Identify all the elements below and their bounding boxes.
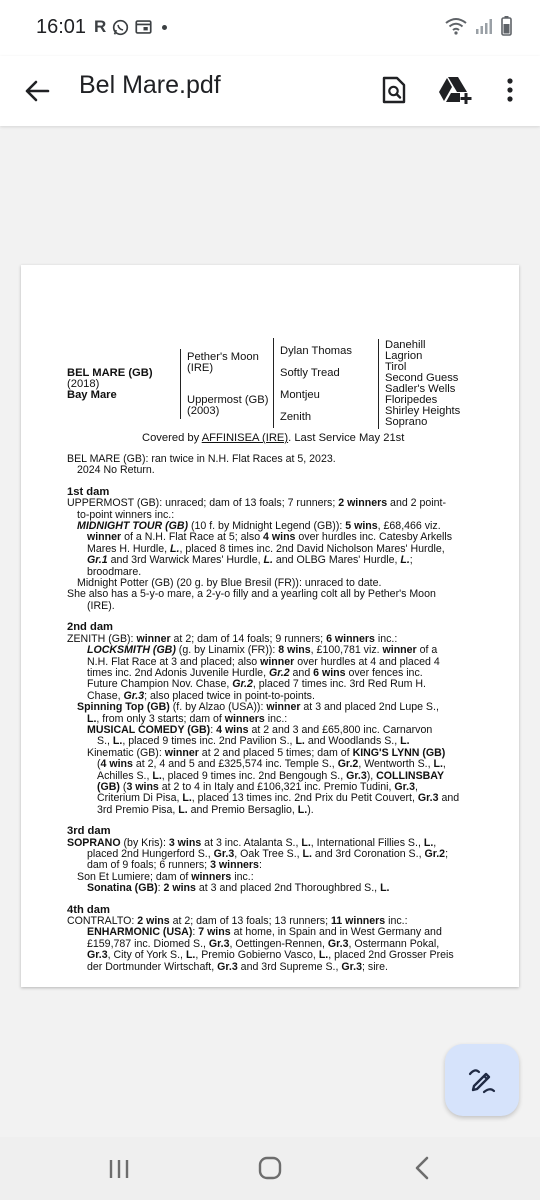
first-dam-line: to-point winners inc.:: [77, 509, 175, 521]
second-dam-line: 3rd Premio Pisa, L. and Premio Bersaglio, L.).: [97, 804, 314, 816]
third-dam-line: dam of 9 foals; 6 runners; 3 winners:: [87, 860, 262, 872]
signal-icon: [475, 17, 493, 35]
first-dam-line: winner of a N.H. Flat Race at 5; also 4 wins over hurdles inc. Catesby Arkells: [87, 532, 453, 544]
r-notification-icon: R: [94, 17, 107, 36]
document-search-icon: [382, 76, 406, 104]
pedigree-line-3: [378, 339, 379, 429]
second-dam-line: MUSICAL COMEDY (GB): 4 wins at 2 and 3 and £65,800 inc. Carnarvon: [87, 724, 433, 736]
second-dam-line: Criterium Di Pisa, L., placed 13 times inc. 2nd Prix du Petit Couvert, Gr.3 and: [97, 793, 460, 805]
second-dam-line: S., L., placed 9 times inc. 2nd Pavilion S., L. and Woodlands S., L.: [97, 736, 410, 748]
gen4-5: Sadler's Wells: [385, 383, 456, 395]
fourth-dam-line: Gr.3, City of York S., L., Premio Gobierno Vasco, L., placed 2nd Grosser Preis: [87, 950, 454, 962]
annotate-fab[interactable]: [445, 1044, 519, 1116]
document-title: Bel Mare.pdf: [79, 71, 221, 99]
second-dam-line: Achilles S., L., placed 9 times inc. 2nd Bengough S., Gr.3), COLLINSBAY: [97, 770, 445, 782]
gen3-sire-dam: Softly Tread: [280, 367, 340, 379]
second-dam-line: N.H. Flat Race at 3 and placed; also winner over hurdles at 4 and placed 4: [87, 656, 440, 668]
third-dam-line: Son Et Lumiere; dam of winners inc.:: [77, 871, 254, 883]
dam-year: (2003): [187, 405, 220, 417]
first-dam-line: Midnight Potter (GB) (20 g. by Blue Bresil (FR)): unraced to date.: [77, 578, 382, 590]
second-dam-heading: 2nd dam: [67, 621, 114, 634]
gen4-8: Soprano: [385, 416, 428, 428]
covered-by-line: Covered by AFFINISEA (IRE). Last Service May 21st: [142, 432, 405, 444]
gen3-dam-sire: Montjeu: [280, 389, 320, 401]
fourth-dam-line: der Dortmunder Wirtschaft, Gr.3 and 3rd Supreme S., Gr.3; sire.: [87, 961, 388, 973]
second-dam-line: ZENITH (GB): winner at 2; dam of 14 foals; 9 runners; 6 winners inc.:: [67, 633, 398, 645]
horse-name: BEL MARE (GB): [67, 367, 153, 379]
horse-year: (2018): [67, 378, 100, 390]
battery-icon: [501, 16, 512, 36]
more-vert-icon: [506, 78, 514, 102]
dam-name: Uppermost (GB): [187, 394, 269, 406]
covering-stallion-link[interactable]: AFFINISEA (IRE): [201, 432, 289, 444]
find-in-document-button[interactable]: [374, 70, 414, 110]
third-dam-line: placed 2nd Hungerford S., Gr.3, Oak Tree S., L. and 3rd Coronation S., Gr.2;: [87, 849, 449, 860]
gen4-2: Lagrion: [385, 350, 423, 362]
sire-country: (IRE): [187, 362, 214, 374]
first-dam-line: She also has a 5-y-o mare, a 2-y-o filly and a yearling colt all by Pether's Moon: [67, 589, 436, 601]
gen3-sire-sire: Dylan Thomas: [280, 345, 352, 357]
more-options-button[interactable]: [495, 70, 525, 110]
back-button[interactable]: [18, 72, 56, 110]
third-dam-heading: 3rd dam: [67, 825, 111, 838]
summary-line: 2024 No Return.: [77, 465, 155, 477]
second-dam-line: Future Champion Nov. Chase, Gr.2, placed 7 times inc. 3rd Red Rum H.: [87, 679, 426, 691]
recent-apps-icon[interactable]: [105, 1157, 133, 1181]
system-back-icon[interactable]: [411, 1155, 433, 1181]
drive-add-icon: [438, 75, 472, 105]
first-dam-line: MIDNIGHT TOUR (GB) (10 f. by Midnight Legend (GB)): 5 wins, £68,466 viz.: [77, 521, 441, 533]
first-dam-line: Mares H. Hurdle, L., placed 8 times inc. 2nd David Nicholson Mares' Hurdle,: [87, 543, 445, 555]
first-dam-line: Gr.1 and 3rd Warwick Mares' Hurdle, L. and OLBG Mares' Hurdle, L.;: [87, 555, 413, 567]
notification-icons: [94, 17, 167, 37]
pedigree-line-1: [180, 349, 181, 419]
second-dam-line: LOCKSMITH (GB) (g. by Linamix (FR)): 8 wins, £100,781 viz. winner of a: [87, 645, 438, 657]
system-icons: [445, 16, 512, 36]
second-dam-line: times inc. 2nd Adonis Juvenile Hurdle, Gr.2 and 6 wins over fences inc.: [87, 667, 423, 679]
fourth-dam-line: CONTRALTO: 2 wins at 2; dam of 13 foals; 13 runners; 11 winners inc.:: [67, 916, 408, 928]
gen4-3: Tirol: [385, 361, 407, 373]
first-dam-line: broodmare.: [87, 566, 142, 578]
summary-line: BEL MARE (GB): ran twice in N.H. Flat Races at 5, 2023.: [67, 454, 336, 465]
home-icon[interactable]: [258, 1156, 282, 1180]
pen-draw-icon: [467, 1065, 497, 1095]
arrow-left-icon: [24, 79, 50, 103]
first-dam-line: (IRE).: [87, 600, 115, 612]
third-dam-line: Sonatina (GB): 2 wins at 3 and placed 2nd Thoroughbred S., L.: [87, 883, 390, 895]
gen4-1: Danehill: [385, 339, 426, 351]
second-dam-line: (4 wins at 2, 4 and 5 and £325,574 inc. Temple S., Gr.2, Wentworth S., L.,: [97, 759, 446, 771]
gen4-6: Floripedes: [385, 394, 438, 406]
pedigree-body: [67, 454, 479, 973]
whatsapp-icon: [112, 19, 129, 36]
second-dam-line: L., from only 3 starts; dam of winners inc.:: [87, 713, 288, 725]
horse-color-sex: Bay Mare: [67, 389, 117, 401]
fourth-dam-line: ENHARMONIC (USA): 7 wins at home, in Spain and in West Germany and: [87, 927, 442, 939]
second-dam-line: Spinning Top (GB) (f. by Alzao (USA)): winner at 3 and placed 2nd Lupe S.,: [77, 702, 439, 714]
pedigree-line-2: [273, 338, 274, 428]
status-bar: [0, 0, 540, 56]
add-to-drive-button[interactable]: [434, 70, 476, 110]
status-time: 16:01: [36, 16, 87, 38]
pdf-page[interactable]: [21, 265, 519, 987]
more-notifications-icon: [162, 25, 167, 30]
calendar-icon: [135, 19, 152, 35]
second-dam-line: Kinematic (GB): winner at 2 and placed 5 times; dam of KING'S LYNN (GB): [87, 747, 446, 759]
sire-name: Pether's Moon: [187, 351, 259, 363]
navigation-bar: [0, 1137, 540, 1200]
fourth-dam-heading: 4th dam: [67, 903, 110, 916]
first-dam-line: UPPERMOST (GB): unraced; dam of 13 foals; 7 runners; 2 winners and 2 point-: [67, 498, 447, 510]
fourth-dam-line: £159,787 inc. Diomed S., Gr.3, Oettingen-Rennen, Gr.3, Ostermann Pokal,: [87, 938, 440, 950]
second-dam-line: (GB) (3 wins at 2 to 4 in Italy and £106,321 inc. Premio Tudini, Gr.3,: [97, 781, 418, 793]
wifi-icon: [445, 17, 467, 35]
second-dam-line: Chase, Gr.3; also placed twice in point-to-points.: [87, 690, 315, 702]
third-dam-line: SOPRANO (by Kris): 3 wins at 3 inc. Atalanta S., L., International Fillies S., L.,: [67, 837, 437, 849]
gen3-dam-dam: Zenith: [280, 411, 312, 423]
first-dam-heading: 1st dam: [67, 485, 110, 498]
gen4-7: Shirley Heights: [385, 405, 461, 417]
app-bar: [0, 56, 540, 126]
gen4-4: Second Guess: [385, 372, 459, 384]
